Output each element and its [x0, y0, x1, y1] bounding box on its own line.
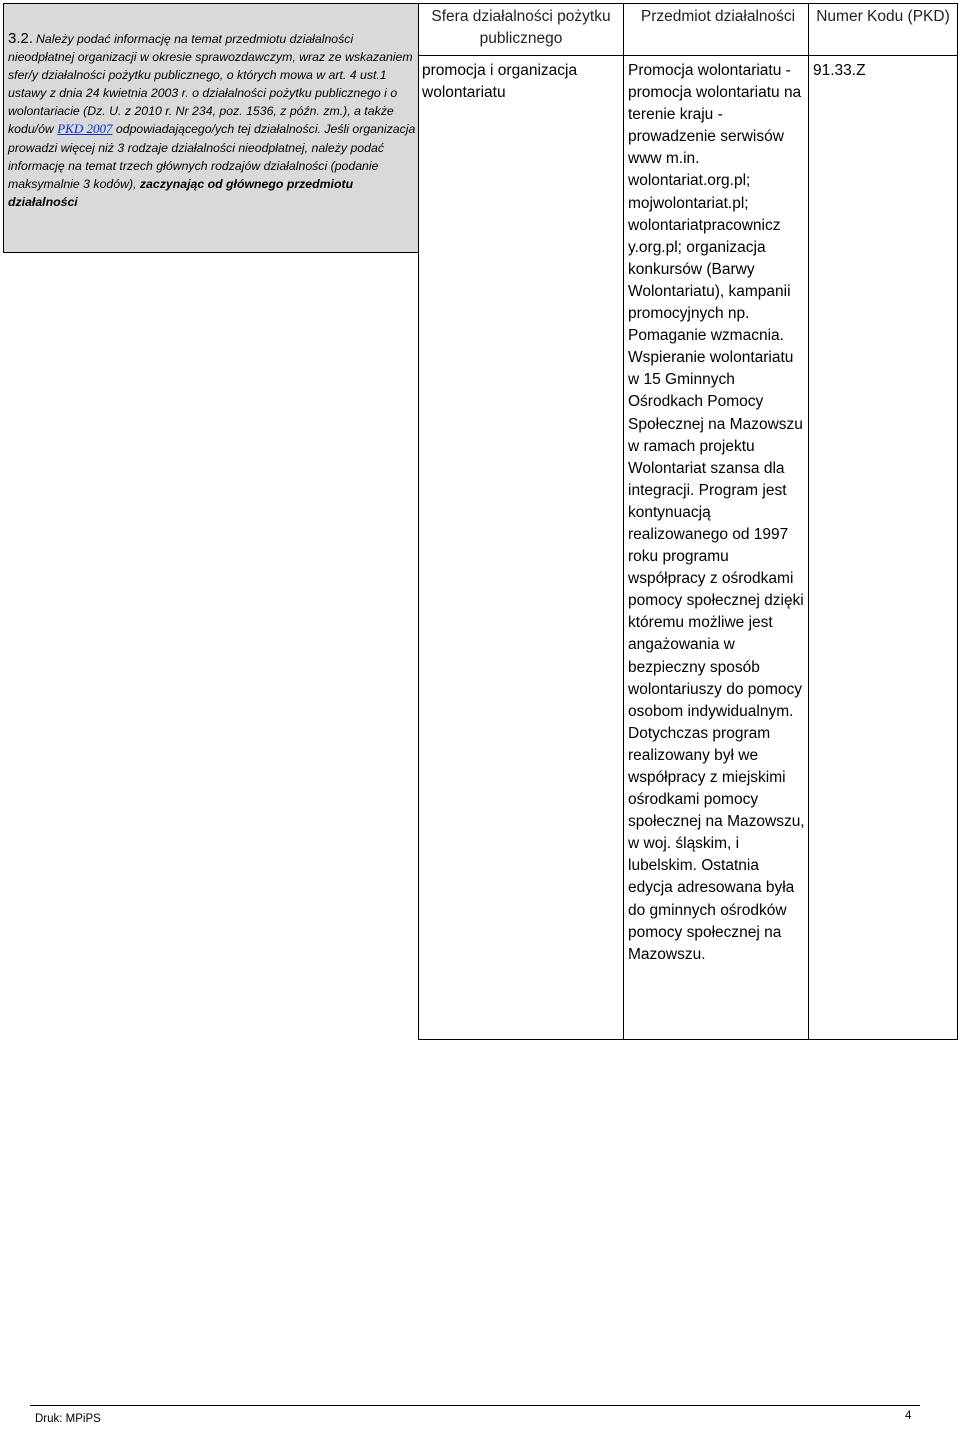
cell-pkd-code: 91.33.Z [813, 62, 866, 79]
section-number: 3.2. [8, 30, 34, 47]
footer-print-label: Druk: MPiPS [35, 1413, 101, 1425]
header-subject: Przedmiot działalności [640, 8, 796, 25]
header-divider [418, 55, 958, 56]
footer-rule [30, 1405, 920, 1406]
header-pkd-code: Numer Kodu (PKD) [816, 8, 950, 25]
pkd-link[interactable]: PKD 2007 [57, 121, 113, 137]
cell-sphere: promocja i organizacja wolontariatu [422, 62, 578, 102]
instruction-part-1: Należy podać informację na temat przedmiotu działalności nieodpłatnej organizacji w okresie sprawozdawczym, wraz ze wskazaniem sfer/y działalności pożytku publicznego, o których mowa w art. 4 ust.1 ustawy z dnia 24 kwietnia 2003 r. o działalności pożytku publicznego i o wolontariacie (Dz. U. z 2010 r. Nr 234, poz. 1536, z późn. zm.), a także kodu/ów [8, 32, 413, 137]
page-number: 4 [905, 1410, 912, 1422]
header-sphere: Sfera działalności pożytku publicznego [431, 8, 611, 47]
instruction-text [8, 30, 416, 211]
cell-subject: Promocja wolontariatu - promocja wolontariatu na terenie kraju - prowadzenie serwisów www m.in. wolontariat.org.pl; mojwolontariat.pl; wolontariatpracownicz y.org.pl; organizacja konkursów (Barwy Wolontariatu), kampanii promocyjnych np. Pomaganie wzmacnia. Wspieranie wolontariatu w 15 Gminnych Ośrodkach Pomocy Społecznej na Mazowszu w ramach projektu Wolontariat szansa dla integracji. Program jest kontynuacją realizowanego od 1997 roku programu współpracy z ośrodkami pomocy społecznej dzięki któremu możliwe jest angażowania w bezpieczny sposób wolontariuszy do pomocy osobom indywidualnym. Dotychczas program realizowany był we współpracy z miejskimi ośrodkami pomocy społecznej na Mazowszu, w woj. śląskim, i lubelskim. Ostatnia edycja adresowana była do gminnych ośrodków pomocy społecznej na Mazowszu. [628, 62, 805, 963]
column-divider [808, 3, 809, 1040]
instruction-part-2: odpowiadającego/ych tej działalności. Jeśli organizacja prowadzi więcej niż 3 rodzaje działalności nieodpłatnej, należy podać informację na temat trzech głównych rodzajów działalności (podanie maksymalnie 3 kodów), [8, 122, 416, 191]
column-divider [623, 3, 624, 1040]
instruction-part-3: zaczynając od głównego przedmiotu działalności [8, 176, 354, 209]
